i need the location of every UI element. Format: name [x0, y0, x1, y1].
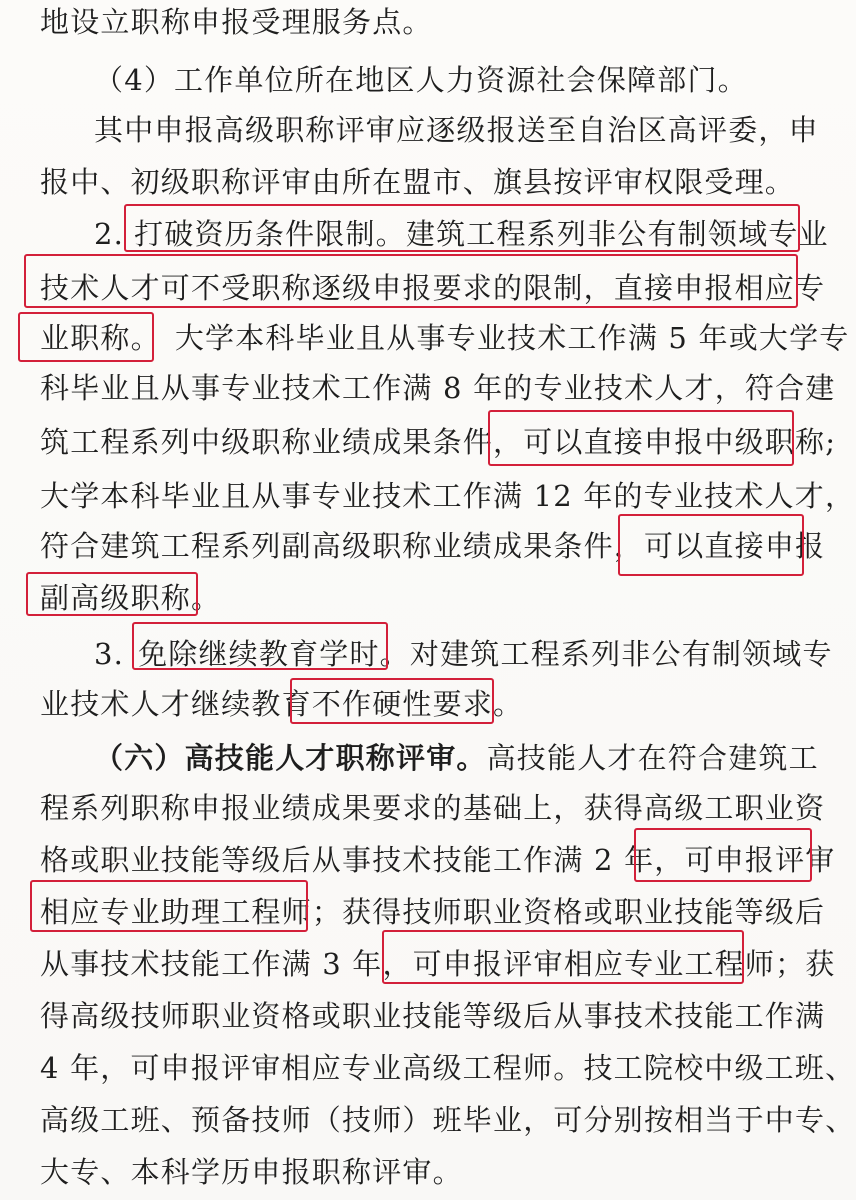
text-line — [0, 786, 856, 830]
text-segment: 打破资历条件限制。建筑工程系列非公有制领域专业 — [134, 217, 829, 251]
text-segment: 报中、初级职称评审由所在盟市、旗县按评审权限受理。 — [40, 165, 796, 199]
text-segment: 可以直接申报 — [644, 529, 826, 563]
text-line — [0, 682, 856, 726]
text-line — [0, 736, 856, 780]
text-line — [0, 632, 856, 676]
text-line — [0, 838, 856, 882]
text-line — [0, 108, 856, 152]
text-segment: 可申报评审 — [684, 843, 836, 877]
text-segment: 大学本科毕业且从事专业技术工作满 12 年的专业技术人才， — [40, 479, 856, 513]
text-segment: 可以直接申报中级职称; — [523, 425, 837, 459]
text-segment: 从事技术技能工作满 3 年， — [40, 947, 413, 981]
text-segment: 大学本科毕业且从事专业技术工作满 5 年或大学专 — [174, 321, 850, 355]
text-line — [0, 316, 856, 360]
text-line — [0, 1098, 856, 1142]
text-line — [0, 266, 856, 310]
text-segment: 3. — [94, 637, 125, 671]
text-segment: 地设立职称申报受理服务点。 — [40, 5, 433, 39]
text-segment: 可申报评审相应专业工程师 — [412, 947, 776, 981]
text-segment: 技术人才可不受职称逐级申报要求的限制，直接申报相应专 — [40, 271, 826, 305]
text-segment: 得高级技师职业资格或职业技能等级后从事技术技能工作满 — [40, 999, 826, 1033]
text-segment: 2. — [94, 217, 125, 251]
text-segment: 格或职业技能等级后从事技术技能工作满 2 年， — [40, 843, 685, 877]
text-line — [0, 942, 856, 986]
text-segment: （4）工作单位所在地区人力资源社会保障部门。 — [94, 63, 748, 97]
text-segment: 符合建筑工程系列副高级职称业绩成果条件， — [40, 529, 645, 563]
text-line — [0, 420, 856, 464]
text-segment: 不作硬性要求。 — [311, 687, 524, 721]
text-segment: 相应专业助理工程师 — [40, 895, 312, 929]
text-line — [0, 366, 856, 410]
text-segment: 免除继续教育学时。 — [138, 637, 410, 671]
text-segment: ；获 — [775, 947, 836, 981]
text-line — [0, 212, 856, 256]
text-segment: 副高级职称。 — [40, 581, 222, 615]
text-line — [0, 160, 856, 204]
text-line — [0, 474, 856, 518]
text-line — [0, 994, 856, 1038]
text-segment: 筑工程系列中级职称业绩成果条件， — [40, 425, 524, 459]
text-line — [0, 524, 856, 568]
text-line — [0, 576, 856, 620]
text-segment: 其中申报高级职称评审应逐级报送至自治区高评委，申 — [94, 113, 819, 147]
text-segment: 高级工班、预备技师（技师）班毕业，可分别按相当于中专、 — [40, 1103, 856, 1137]
text-segment: 大专、本科学历申报职称评审。 — [40, 1155, 463, 1189]
text-line — [0, 890, 856, 934]
text-segment: ；获得技师职业资格或职业技能等级后 — [311, 895, 826, 929]
text-line — [0, 1046, 856, 1090]
text-segment: 对建筑工程系列非公有制领域专 — [409, 637, 833, 671]
text-segment: 业职称。 — [40, 321, 161, 355]
section-heading: （六）高技能人才职称评审。 — [94, 741, 487, 775]
text-segment: 高技能人才在符合建筑工 — [486, 741, 819, 775]
text-line — [0, 58, 856, 102]
text-line — [0, 1150, 856, 1194]
text-segment: 科毕业且从事专业技术工作满 8 年的专业技术人才，符合建 — [40, 371, 836, 405]
text-segment: 4 年，可申报评审相应专业高级工程师。技工院校中级工班、 — [40, 1051, 856, 1085]
text-line — [0, 0, 856, 44]
text-segment: 程系列职称申报业绩成果要求的基础上，获得高级工职业资 — [40, 791, 826, 825]
text-segment: 业技术人才继续教育 — [40, 687, 312, 721]
